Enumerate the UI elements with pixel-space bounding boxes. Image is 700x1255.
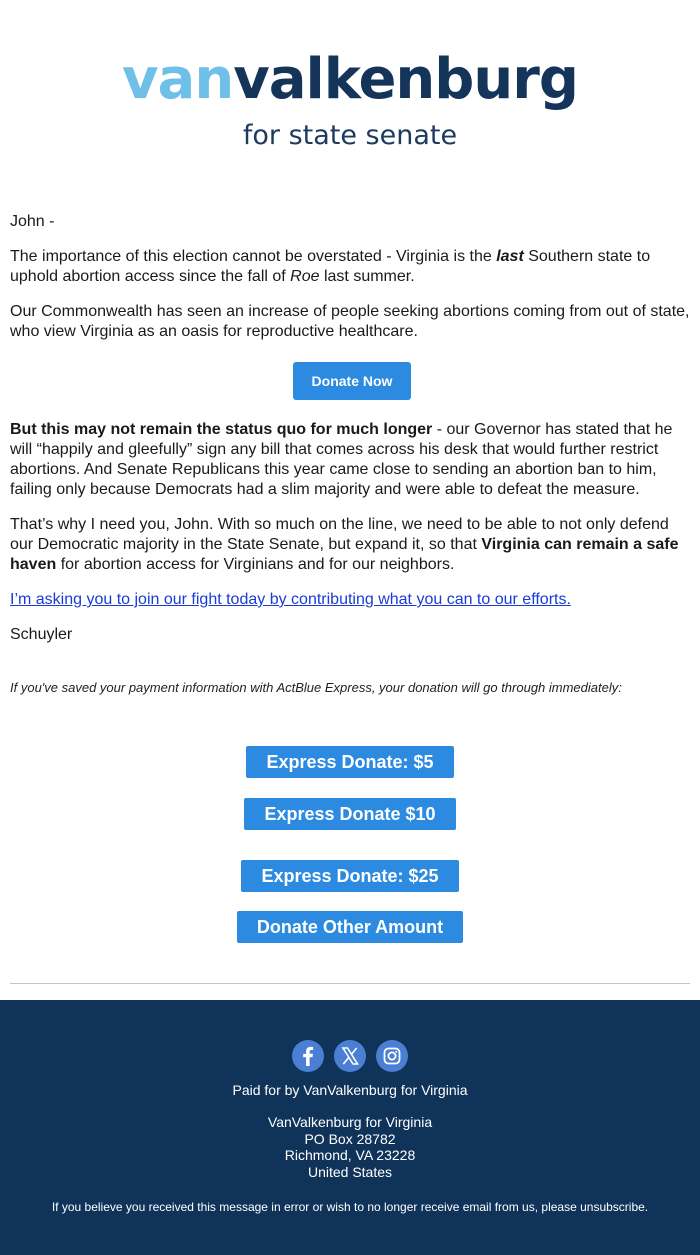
p1-text-e: last summer. bbox=[319, 268, 415, 285]
p1-text-c: Southern state to uphold abortion access since the fall of bbox=[10, 248, 651, 285]
logo-part-valkenburg: valkenburg bbox=[233, 47, 578, 112]
donate-now-row bbox=[10, 362, 694, 400]
donate-other-amount-button[interactable]: Donate Other Amount bbox=[237, 911, 463, 943]
express-row-other bbox=[0, 911, 700, 943]
paragraph-commonwealth: Our Commonwealth has seen an increase of people seeking abortions coming from out of state, who view Virginia as an oasis for reproductive healthcare. bbox=[10, 303, 690, 340]
express-row-10 bbox=[0, 798, 700, 830]
social-icons bbox=[0, 1040, 700, 1072]
address-line-3: Richmond, VA 23228 bbox=[284, 1147, 416, 1163]
campaign-logo bbox=[0, 0, 700, 190]
mailing-address bbox=[0, 1114, 700, 1180]
donate-now-button[interactable]: Donate Now bbox=[293, 362, 412, 400]
logo-part-van: van bbox=[122, 47, 234, 112]
p1-text-a: The importance of this election cannot be overstated - Virginia is the bbox=[10, 248, 497, 265]
address-line-1: VanValkenburg for Virginia bbox=[267, 1114, 433, 1130]
address-line-4: United States bbox=[307, 1163, 393, 1180]
contribute-link[interactable]: I’m asking you to join our fight today by contributing what you can to our efforts. bbox=[10, 591, 571, 608]
greeting: John - bbox=[10, 213, 55, 230]
p3-bold: But this may not remain the status quo for much longer bbox=[10, 421, 433, 438]
paragraph-status-quo bbox=[10, 420, 694, 500]
express-donate-5-button[interactable]: Express Donate: $5 bbox=[246, 746, 453, 778]
x-icon[interactable] bbox=[334, 1040, 366, 1072]
express-row-5 bbox=[0, 746, 700, 778]
logo-subtitle: for state senate bbox=[242, 120, 458, 151]
p1-emphasis-last: last bbox=[496, 248, 524, 265]
p4-bold: Virginia can remain a safe haven bbox=[10, 536, 679, 573]
p1-emphasis-roe: Roe bbox=[290, 268, 320, 285]
footer bbox=[0, 1000, 700, 1255]
facebook-icon[interactable] bbox=[292, 1040, 324, 1072]
address-line-2: PO Box 28782 bbox=[304, 1130, 396, 1147]
p4-text-a: That’s why I need you, John. With so much on the line, we need to be able to not only defend our Democratic majority in the State Senate, but expand it, so that bbox=[10, 516, 669, 553]
express-row-25 bbox=[0, 860, 700, 892]
divider bbox=[10, 983, 690, 984]
instagram-icon[interactable] bbox=[376, 1040, 408, 1072]
cta-paragraph bbox=[10, 590, 694, 610]
logo-wordmark bbox=[0, 40, 700, 120]
p3-rest: - our Governor has stated that he will “happily and gleefully” sign any bill that comes across his desk that would further restrict abortions. And Senate Republicans this year came close to sending an abortion ban to him, failing only because Democrats had a slim majority and were able to defeat the measure. bbox=[10, 421, 673, 498]
express-disclaimer: If you've saved your payment information with ActBlue Express, your donation will go through immediately: bbox=[10, 680, 622, 695]
express-donate-10-button[interactable]: Express Donate $10 bbox=[244, 798, 455, 830]
paid-for-by: Paid for by VanValkenburg for Virginia bbox=[232, 1082, 468, 1098]
unsubscribe-notice[interactable]: If you believe you received this message in error or wish to no longer receive email from us, please unsubscribe. bbox=[51, 1200, 649, 1214]
paragraph-election-importance bbox=[10, 247, 694, 287]
express-donate-25-button[interactable]: Express Donate: $25 bbox=[241, 860, 458, 892]
signature: Schuyler bbox=[10, 626, 73, 643]
p4-text-c: for abortion access for Virginians and for our neighbors. bbox=[56, 556, 455, 573]
email-body bbox=[10, 212, 694, 660]
paragraph-need-you bbox=[10, 515, 694, 575]
